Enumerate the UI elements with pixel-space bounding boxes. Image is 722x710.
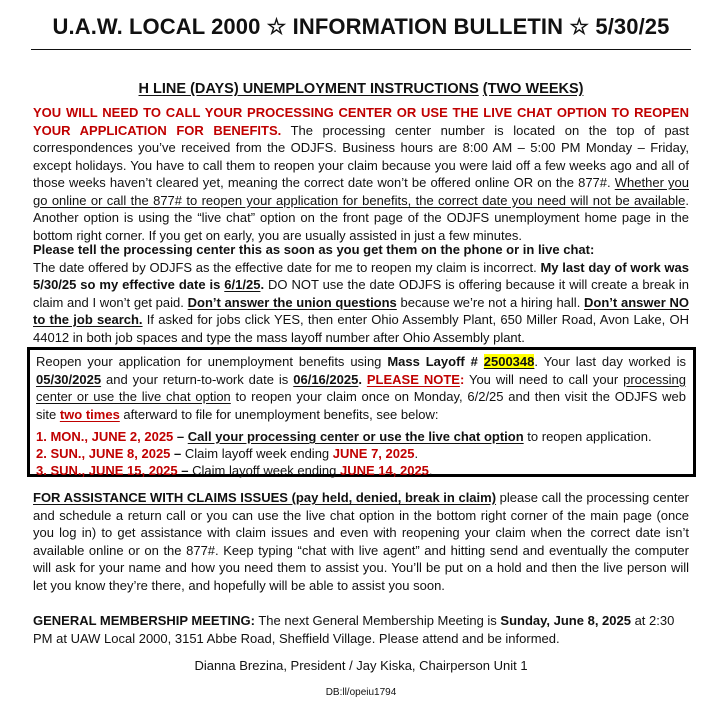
- section-title-main: H LINE (DAYS) UNEMPLOYMENT INSTRUCTIONS: [138, 81, 479, 97]
- section-title-duration: (TWO WEEKS): [482, 81, 584, 97]
- claims-assistance-paragraph: FOR ASSISTANCE WITH CLAIMS ISSUES (pay held, denied, break in claim) please call the processing center and schedule a return call or you can use the live chat option in the bottom right corner of the main page (once you log in) to get assistance with claim issues and even with reopening your claim when the correct date isn’t available online or on the 877#. Keep typing “chat with live agent” and hitting send and eventually the computer will ask for your name and how you need them to assist you. You’ll be put on a hold and then the live person will let you know they’re there, and hopefully will be able to assist you soon.: [33, 490, 690, 593]
- header-divider: [31, 49, 691, 50]
- signature-line: Dianna Brezina, President / Jay Kiska, Chairperson Unit 1: [194, 658, 528, 673]
- claims-assistance-heading: FOR ASSISTANCE WITH CLAIMS ISSUES (pay held, denied, break in claim): [33, 490, 497, 505]
- please-note-label: PLEASE NOTE: [366, 371, 460, 387]
- section-title: [0, 81, 722, 97]
- tell-processing-center-paragraph: Please tell the processing center this as soon as you get them on the phone or in live chat: The date offered by ODJFS as the effective date for me to reopen my claim is incorrect. My last day of work was 5/30/25 so my effective date is 6/1/25. DO NOT use the date ODJFS is offering because it will create a break in claim and I won’t get paid. Don’t answer the union questions because we’re not a hiring hall. Don’t answer NO to the job search. If asked for jobs click YES, then enter Ohio Assembly Plant, 650 Miller Road, Avon Lake, OH 44012 in both job spaces and type the mass layoff number after Ohio Assembly plant.: [33, 242, 689, 345]
- mass-layoff-box: [27, 347, 696, 477]
- week-ending-date: JUNE 7, 2025: [332, 446, 415, 461]
- filing-steps-list: [36, 428, 691, 479]
- union-questions-warning: Don’t answer the union questions: [187, 294, 397, 310]
- last-day-worked: 05/30/2025: [36, 371, 102, 387]
- meeting-date: Sunday, June 8, 2025: [500, 613, 631, 628]
- return-to-work-date: 06/16/2025: [293, 371, 359, 387]
- week-ending-date: JUNE 14, 2025: [340, 463, 429, 478]
- step-date: 1. MON., JUNE 2, 2025: [36, 429, 174, 444]
- reopen-instructions-paragraph: YOU WILL NEED TO CALL YOUR PROCESSING CENTER OR USE THE LIVE CHAT OPTION TO REOPEN YOUR APPLICATION FOR BENEFITS. The processing center number is located on the top of past correspondences you’ve received from the ODJFS. Business hours are 8:00 AM – 5:00 PM Monday – Friday, except holidays. You have to call them to reopen your claim because you were laid off a few weeks ago and all of those weeks haven’t cleared yet, meaning the correct date won’t be offered online OR on the 877#. Whether you go online or call the 877# to reopen your application for benefits, the correct date you need will not be available. Another option is using the “live chat” option on the front page of the ODJFS unemployment home page in the bottom right corner. If you get on early, you are usually assisted in just a few minutes.: [33, 105, 689, 243]
- job-search-warning: Don’t answer NO to the job search.: [33, 294, 689, 327]
- meeting-heading: GENERAL MEMBERSHIP MEETING:: [33, 613, 255, 628]
- reference-code: DB:ll/opeiu1794: [325, 687, 397, 698]
- tell-heading: Please tell the processing center this as soon as you get them on the phone or in live chat:: [33, 242, 595, 257]
- step-date: 3. SUN., JUNE 15, 2025: [36, 463, 178, 478]
- step-date: 2. SUN., JUNE 8, 2025: [36, 446, 171, 461]
- filing-step: 1. MON., JUNE 2, 2025 – Call your processing center or use the live chat option to reopen application.: [36, 429, 652, 444]
- reopen-alert: YOU WILL NEED TO CALL YOUR PROCESSING CENTER OR USE THE LIVE CHAT OPTION TO REOPEN YOUR APPLICATION FOR BENEFITS.: [33, 105, 689, 138]
- bulletin-masthead: U.A.W. LOCAL 2000 ☆ INFORMATION BULLETIN ☆ 5/30/25: [52, 14, 670, 39]
- filing-step: 2. SUN., JUNE 8, 2025 – Claim layoff week ending JUNE 7, 2025.: [36, 446, 419, 461]
- filing-step: 3. SUN., JUNE 15, 2025 – Claim layoff week ending JUNE 14, 2025.: [36, 463, 433, 478]
- mass-layoff-paragraph: Reopen your application for unemployment benefits using Mass Layoff # 2500348. Your last day worked is 05/30/2025 and your return-to-work date is 06/16/2025. PLEASE NOTE: You will need to call your processing center or use the live chat option to reopen your claim once on Monday, 6/2/25 and then visit the ODJFS web site two times afterward to file for unemployment benefits, see below:: [36, 354, 686, 422]
- mass-layoff-number: 2500348: [483, 354, 535, 369]
- effective-date: 6/1/25: [224, 277, 261, 292]
- two-times-emphasis: two times: [59, 406, 120, 422]
- date-unavailable-note: Whether you go online or call the 877# to reopen your application for benefits, the correct date you need will not be available: [33, 175, 689, 208]
- membership-meeting-paragraph: GENERAL MEMBERSHIP MEETING: The next General Membership Meeting is Sunday, June 8, 2025 at 2:30 PM at UAW Local 2000, 3151 Abbe Road, Sheffield Village. Please attend and be informed.: [33, 613, 675, 646]
